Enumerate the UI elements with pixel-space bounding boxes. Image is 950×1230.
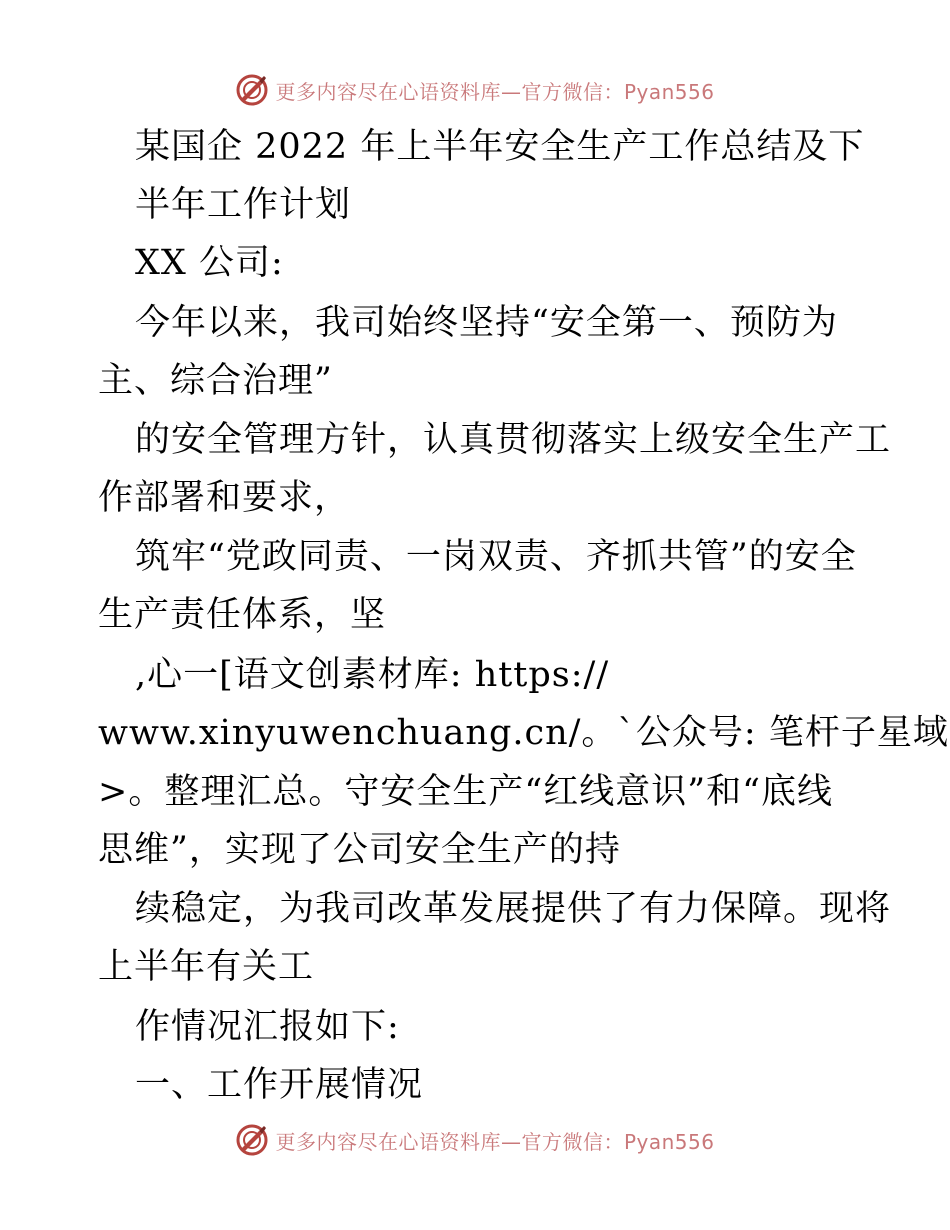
doc-text-line: www.xinyuwenchuang.cn/。`公众号: 笔杆子星域 [98,713,949,753]
doc-text-line: 主、综合治理” [98,361,333,401]
doc-title-line-2: 半年工作计划 [135,185,352,225]
doc-title-line-1: 某国企 2022 年上半年安全生产工作总结及下 [135,127,865,167]
doc-text-line: 思维”，实现了公司安全生产的持 [98,830,621,870]
doc-text-line: 上半年有关工 [98,947,315,987]
doc-section-heading: 一、工作开展情况 [135,1065,424,1105]
header-watermark-banner [0,70,950,110]
doc-text-line: 今年以来，我司始终坚持“安全第一、预防为 [135,303,838,343]
watermark-text: 更多内容尽在心语资料库—官方微信：Pyan556 [275,79,715,104]
watermark-text: 更多内容尽在心语资料库—官方微信：Pyan556 [275,1129,715,1154]
doc-salutation: XX 公司: [135,243,284,283]
doc-text-line: 的安全管理方针，认真贯彻落实上级安全生产工 [135,420,892,460]
doc-text-line: 作情况汇报如下: [135,1007,400,1047]
brush-emblem-icon [235,73,269,107]
brush-emblem-icon [235,1123,269,1157]
doc-text-line: 筑牢“党政同责、一岗双责、齐抓共管”的安全 [135,537,857,577]
doc-text-line: 作部署和要求， [98,478,351,518]
doc-text-line: 生产责任体系，坚 [98,595,387,635]
doc-text-line: ,心一[语文创素材库: https:// [135,655,610,695]
footer-watermark-banner [0,1120,950,1160]
doc-text-line: >。整理汇总。守安全生产“红线意识”和“底线 [98,772,834,812]
doc-text-line: 续稳定，为我司改革发展提供了有力保障。现将 [135,889,892,929]
